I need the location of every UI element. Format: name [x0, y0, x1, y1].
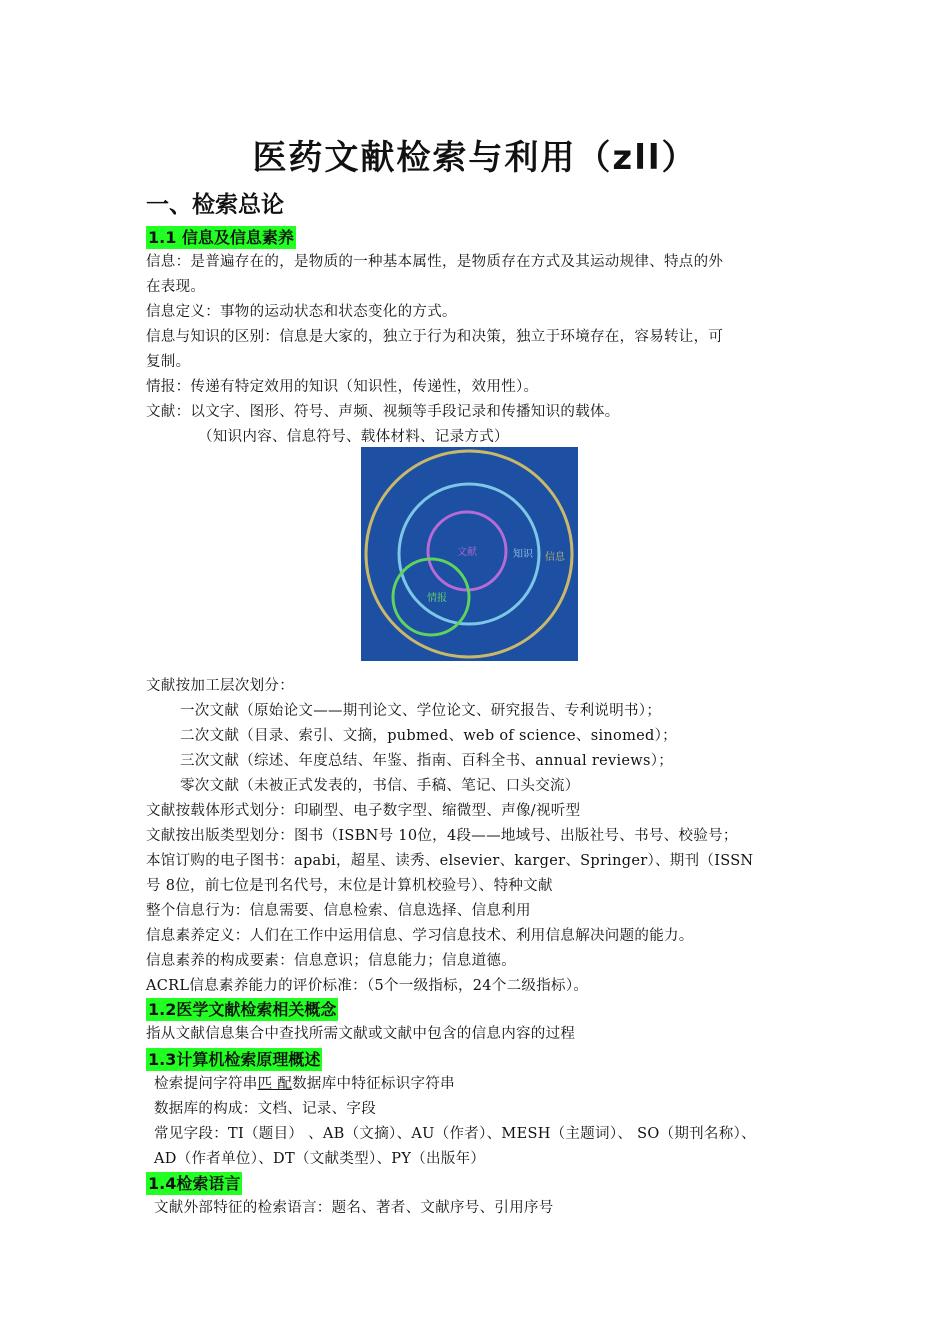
- subsection-heading-1-2: 1.2医学文献检索相关概念: [148, 1000, 337, 1019]
- paragraph-line: 整个信息行为：信息需要、信息检索、信息选择、信息利用: [146, 903, 531, 919]
- paragraph-line: 信息素养的构成要素：信息意识；信息能力；信息道德。: [146, 953, 516, 969]
- paragraph-line: 文献按出版类型划分：图书（ISBN号 10位，4段——地域号、出版社号、书号、校验号；: [146, 828, 738, 844]
- paragraph-line: 文献按载体形式划分：印刷型、电子数字型、缩微型、声像/视听型: [146, 803, 581, 819]
- label-qingbao: 情报: [427, 593, 447, 604]
- match-word: 匹 配: [257, 1076, 293, 1092]
- paragraph-line: 号 8位，前七位是刊名代号，末位是计算机校验号）、特种文献: [146, 878, 553, 894]
- paragraph-line: 情报：传递有特定效用的知识（知识性，传递性，效用性）。: [146, 379, 539, 395]
- paragraph-line: （知识内容、信息符号、载体材料、记录方式）: [198, 429, 509, 445]
- paragraph-line: 信息素养定义：人们在工作中运用信息、学习信息技术、利用信息解决问题的能力。: [146, 928, 694, 944]
- label-zhishi: 知识: [513, 549, 533, 560]
- paragraph-line: 在表现。: [146, 279, 206, 295]
- label-xinxi: 信息: [545, 552, 565, 563]
- match-line: [154, 1074, 455, 1094]
- concept-venn-diagram: [361, 447, 578, 661]
- paragraph-line: 数据库的构成：文档、记录、字段: [154, 1101, 376, 1117]
- paragraph-line: 信息定义：事物的运动状态和状态变化的方式。: [146, 304, 457, 320]
- paragraph-line: 文献：以文字、图形、符号、声频、视频等手段记录和传播知识的载体。: [146, 404, 620, 420]
- paragraph-line: 文献按加工层次划分：: [146, 678, 294, 694]
- label-wenxian: 文献: [457, 547, 477, 558]
- list-item: 零次文献（未被正式发表的，书信、手稿、笔记、口头交流）: [180, 778, 580, 794]
- list-item: 三次文献（综述、年度总结、年鉴、指南、百科全书、annual reviews）；: [180, 753, 674, 769]
- paragraph-line: AD（作者单位）、DT（文献类型）、PY（出版年）: [154, 1151, 486, 1167]
- subsection-heading-1-1: 1.1 信息及信息素养: [148, 228, 294, 247]
- section-heading: 一、检索总论: [146, 192, 284, 218]
- page-title: 医药文献检索与利用（zll）: [252, 138, 698, 178]
- subsection-heading-1-3: 1.3计算机检索原理概述: [148, 1050, 321, 1069]
- match-after: 数据库中特征标识字符串: [292, 1076, 455, 1092]
- paragraph-line: 文献外部特征的检索语言：题名、著者、文献序号、引用序号: [154, 1200, 554, 1216]
- list-item: 一次文献（原始论文——期刊论文、学位论文、研究报告、专利说明书）；: [180, 703, 662, 719]
- paragraph-line: 常见字段：TI（题目） 、AB（文摘）、AU（作者）、MESH（主题词）、 SO（期刊名称）、: [154, 1126, 756, 1142]
- paragraph-line: 信息：是普遍存在的，是物质的一种基本属性，是物质存在方式及其运动规律、特点的外: [146, 254, 724, 270]
- match-before: 检索提问字符串: [154, 1076, 258, 1092]
- venn-svg: [361, 447, 578, 661]
- paragraph-line: 信息与知识的区别：信息是大家的，独立于行为和决策，独立于环境存在，容易转让，可: [146, 329, 724, 345]
- paragraph-line: 本馆订购的电子图书：apabi，超星、读秀、elsevier、karger、Springer）、期刊（ISSN: [146, 853, 754, 869]
- paragraph-line: 复制。: [146, 354, 191, 370]
- subsection-heading-1-4: 1.4检索语言: [148, 1174, 241, 1193]
- paragraph-line: 指从文献信息集合中查找所需文献或文献中包含的信息内容的过程: [146, 1026, 576, 1042]
- paragraph-line: ACRL信息素养能力的评价标准：（5个一级指标，24个二级指标）。: [146, 978, 589, 994]
- list-item: 二次文献（目录、索引、文摘，pubmed、web of science、sinomed）；: [180, 728, 677, 744]
